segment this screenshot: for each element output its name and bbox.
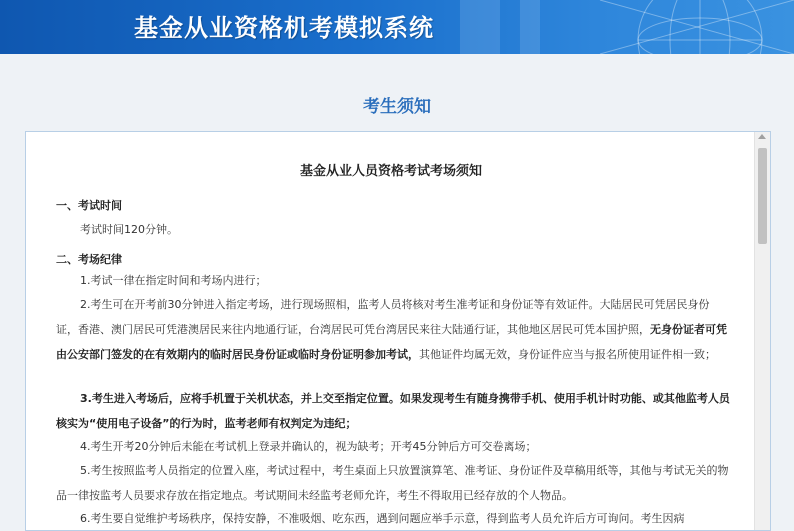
rule-item-5: 5.考生按照监考人员指定的位置入座，考试过程中，考生桌面上只放置演算笔、准考证、身份证件及草稿用纸等，其他与考试无关的物品一律按监考人员要求存放在指定地点。考试期间未经监考老师允许，考生不得取用已经存放的个人物品。 (56, 464, 729, 502)
rule-item-4: 4.考生开考20分钟后未能在考试机上登录并确认的，视为缺考；开考45分钟后方可交卷离场； (80, 440, 537, 453)
app-header (0, 0, 794, 54)
section-text-time: 考试时间120分钟。 (80, 223, 178, 236)
rule-item-2 (56, 292, 731, 367)
vertical-scrollbar[interactable] (754, 132, 770, 530)
document-title: 基金从业人员资格考试考场须知 (299, 164, 482, 179)
rule-item-2-part-a: 2.考生可在开考前30分钟进入指定考场，进行现场照相，监考人员将核对考生准考证和身份证等有效证件。大陆居民可凭居民身份证，香港、澳门居民可凭港澳居民来往内地通行证，台湾居民可凭台湾居民来往大陆通行证，其他地区居民可凭本国护照， (56, 298, 710, 336)
rule-item-2-part-c: 其他证件均属无效，身份证件应当与报名所使用证件相一致； (419, 348, 716, 361)
page-title: 考生须知 (363, 97, 431, 117)
section-heading-discipline: 二、考场纪律 (56, 253, 122, 266)
notice-content (26, 132, 756, 530)
app-title: 基金从业资格机考模拟系统 (134, 14, 434, 42)
section-heading-time: 一、考试时间 (56, 199, 122, 212)
notice-panel (25, 131, 771, 531)
rule-item-6: 6.考生要自觉维护考场秩序，保持安静，不准吸烟、吃东西，遇到问题应举手示意，得到监考人员允许后方可询问。考生因病 (80, 512, 685, 525)
rule-item-3-text: 3.考生进入考场后，应将手机置于关机状态，并上交至指定位置。如果发现考生有随身携带手机、使用手机计时功能、或其他监考人员核实为“使用电子设备”的行为时，监考老师有权判定为违纪； (56, 392, 730, 430)
rule-item-1: 1.考试一律在指定时间和考场内进行； (80, 274, 267, 287)
scroll-thumb[interactable] (758, 148, 767, 244)
rule-item-2-part-b: 无身份证者可凭由公安部门签发的在有效期内的临时居民身份证或临时身份证明参加考试， (56, 323, 727, 361)
rule-item-3 (56, 386, 731, 436)
scroll-up-arrow-icon[interactable] (758, 134, 766, 139)
